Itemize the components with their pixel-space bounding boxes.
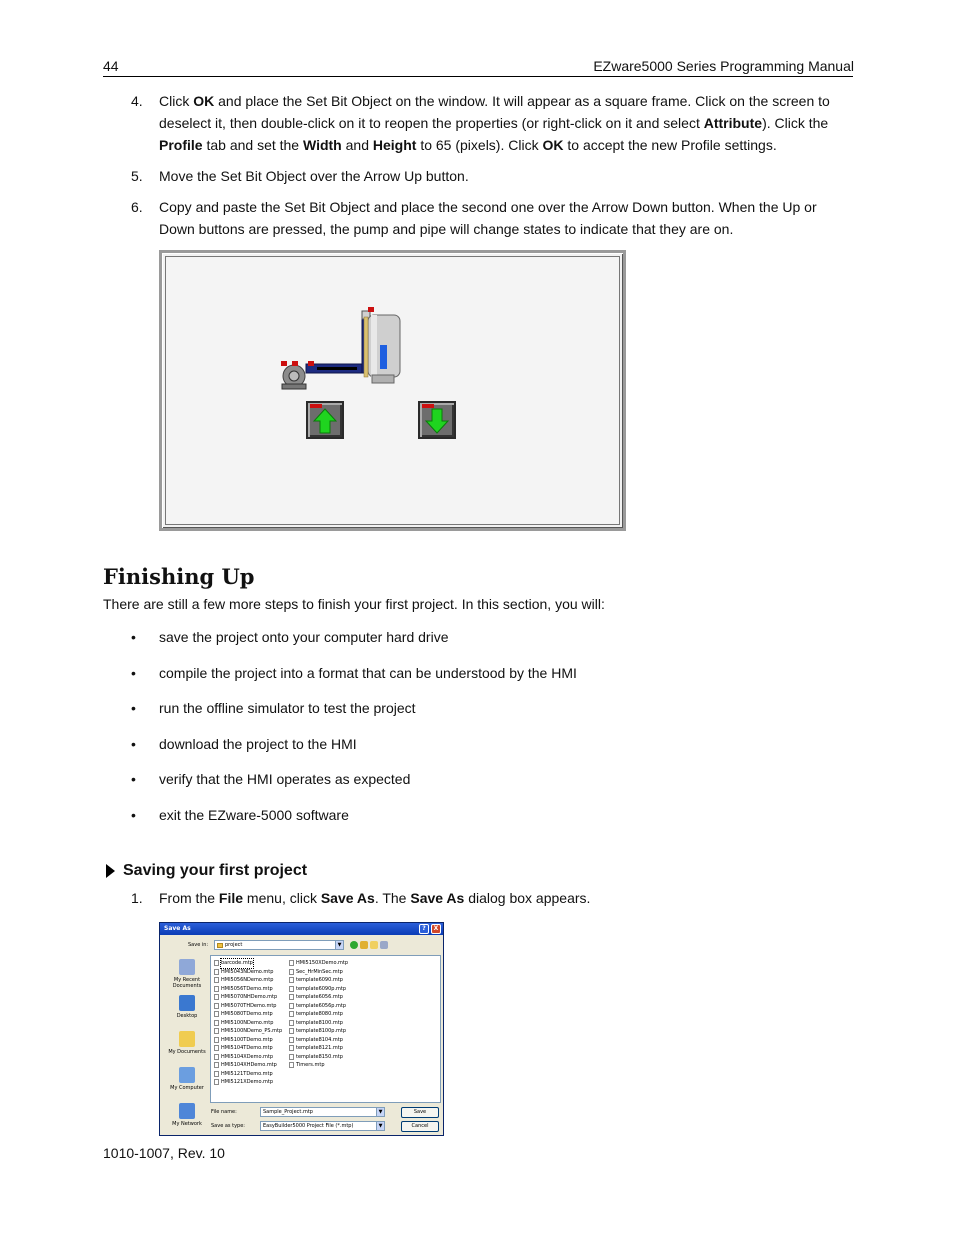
bold-term: Height	[372, 137, 417, 153]
file-name-value: Sample_Project.mtp	[263, 1109, 313, 1115]
list-item-text: run the offline simulator to test the project	[159, 700, 416, 716]
dialog-title: Save As	[164, 925, 191, 932]
my-computer-icon	[179, 1067, 195, 1083]
arrow-up-button[interactable]	[306, 401, 344, 439]
bullet-icon: •	[131, 629, 136, 645]
file-item[interactable]	[214, 1070, 282, 1079]
triangle-bullet-icon	[106, 864, 115, 878]
file-name: HMI5104XHDemo.mtp	[221, 1062, 277, 1068]
save-type-label: Save as type:	[211, 1123, 245, 1129]
file-column	[289, 959, 348, 1070]
file-icon	[214, 1045, 219, 1051]
file-icon	[214, 986, 219, 992]
file-name: template8100.mtp	[296, 1019, 343, 1026]
file-icon	[214, 960, 219, 966]
file-item[interactable]	[289, 985, 348, 994]
step-number: 6.	[131, 199, 143, 215]
file-name-label: File name:	[211, 1109, 237, 1115]
footer-revision: 1010-1007, Rev. 10	[103, 1145, 225, 1161]
save-type-select[interactable]	[260, 1121, 385, 1131]
save-as-dialog	[159, 922, 444, 1136]
file-item[interactable]	[289, 1061, 348, 1070]
chevron-down-icon[interactable]: ▼	[335, 941, 343, 949]
bullet-icon: •	[131, 735, 136, 752]
file-icon	[289, 1011, 294, 1017]
subsection-title: Saving your first project	[123, 862, 308, 879]
file-item[interactable]	[289, 993, 348, 1002]
arrow-down-button[interactable]	[418, 401, 456, 439]
save-in-label: Save in:	[188, 942, 209, 948]
bold-term: File	[218, 890, 244, 906]
procedure-steps	[103, 90, 855, 249]
step-number: 4.	[131, 93, 143, 109]
text-run: to accept the new Profile settings.	[563, 137, 777, 153]
file-item[interactable]	[289, 1044, 348, 1053]
file-item[interactable]	[214, 1027, 282, 1036]
desktop-icon	[179, 995, 195, 1011]
file-icon	[214, 977, 219, 983]
place-desktop[interactable]	[164, 995, 210, 1019]
step-text	[159, 90, 855, 156]
places-bar	[164, 955, 210, 1133]
file-item[interactable]	[289, 1027, 348, 1036]
file-icon	[214, 1011, 219, 1017]
chevron-down-icon[interactable]: ▼	[376, 1122, 384, 1130]
back-icon[interactable]	[350, 941, 358, 949]
file-name-input[interactable]	[260, 1107, 385, 1117]
page-number: 44	[103, 58, 119, 74]
file-name: template8104.mtp	[296, 1036, 343, 1043]
bold-term: OK	[542, 137, 564, 153]
bold-term: OK	[193, 93, 215, 109]
file-icon	[289, 969, 294, 975]
help-button[interactable]: ?	[419, 924, 429, 934]
file-name: template8150.mtp	[296, 1053, 343, 1060]
bullet-icon: •	[131, 806, 136, 823]
file-item[interactable]	[289, 1019, 348, 1028]
bullet-icon: •	[131, 700, 136, 716]
step-text	[159, 888, 855, 908]
file-name: barcode.mtp	[221, 960, 253, 966]
save-button[interactable]: Save	[401, 1107, 439, 1118]
file-icon	[214, 1003, 219, 1009]
recent-documents-icon	[179, 959, 195, 975]
place-recent[interactable]	[164, 959, 210, 989]
list-item	[103, 700, 803, 736]
file-icon	[289, 960, 294, 966]
file-item[interactable]	[214, 1019, 282, 1028]
step-item	[103, 90, 855, 156]
file-item[interactable]	[214, 976, 282, 985]
list-item	[103, 807, 803, 843]
file-name: template8121.mtp	[296, 1045, 343, 1051]
dialog-toolbar	[350, 940, 402, 950]
file-name: template6090.mtp	[296, 977, 343, 983]
file-icon	[289, 1003, 294, 1009]
save-in-dropdown[interactable]	[214, 940, 344, 950]
file-item[interactable]	[214, 968, 282, 977]
file-item[interactable]	[214, 1061, 282, 1070]
dialog-titlebar	[160, 923, 443, 935]
text-run: menu, click	[243, 890, 321, 906]
list-item-text: save the project onto your computer hard drive	[159, 629, 449, 645]
up-folder-icon[interactable]	[360, 941, 368, 949]
file-icon	[214, 1054, 219, 1060]
file-name: HMI5150XDemo.mtp	[296, 960, 349, 966]
bullet-icon: •	[131, 664, 136, 681]
header-rule	[103, 76, 853, 77]
save-in-value: project	[225, 942, 243, 948]
file-item[interactable]	[289, 959, 348, 968]
tank-level	[380, 345, 387, 369]
my-network-icon	[179, 1103, 195, 1119]
section-heading: Finishing Up	[103, 564, 255, 589]
file-name: HMI5043NDemo.mtp	[221, 968, 274, 975]
file-name: HMI5100NDemo.mtp	[221, 1019, 274, 1026]
text-run: and place the Set Bit Object on the window. It will appear as a square frame. Click on the screen to deselect it, then double-click on it to reopen the properties (or right-click on it and select	[159, 93, 830, 131]
file-name: HMI5104TDemo.mtp	[221, 1045, 273, 1051]
file-name: template8100p.mtp	[296, 1028, 347, 1034]
subsection-step	[103, 888, 855, 917]
file-icon	[214, 1062, 219, 1068]
folder-icon	[217, 943, 223, 948]
list-item-text: compile the project into a format that can be understood by the HMI	[159, 664, 577, 681]
file-item[interactable]	[289, 1002, 348, 1011]
file-name: HMI5121TDemo.mtp	[221, 1070, 273, 1077]
file-item[interactable]	[289, 968, 348, 977]
text-run: . The	[374, 890, 411, 906]
step-text	[159, 165, 855, 187]
cancel-button[interactable]: Cancel	[401, 1121, 439, 1132]
text-run: From the	[159, 890, 219, 906]
file-icon	[289, 986, 294, 992]
file-icon	[214, 1028, 219, 1034]
manual-title: EZware5000 Series Programming Manual	[593, 58, 854, 74]
list-item	[103, 771, 803, 807]
place-label: My Recent Documents	[172, 977, 202, 989]
bold-term: Save As	[320, 890, 375, 906]
file-icon	[289, 1054, 294, 1060]
section-intro: There are still a few more steps to finish your first project. In this section, you will:	[103, 596, 605, 612]
place-my-network[interactable]	[164, 1103, 210, 1127]
step-item	[103, 165, 855, 187]
file-name: Timers.mtp	[296, 1062, 325, 1068]
file-column	[214, 959, 282, 1087]
file-name: HMI5070NHDemo.mtp	[221, 994, 278, 1000]
pump-tank-graphic	[166, 257, 625, 530]
file-item[interactable]	[289, 1053, 348, 1062]
list-item-text: download the project to the HMI	[159, 735, 357, 752]
file-item[interactable]	[214, 959, 282, 968]
file-icon	[214, 994, 219, 1000]
arrow-down-icon	[420, 403, 454, 437]
text-run: and	[341, 137, 373, 153]
file-icon	[289, 1045, 294, 1051]
file-name: template6056.mtp	[296, 994, 343, 1000]
file-name: HMI5056TDemo.mtp	[221, 985, 273, 992]
file-item[interactable]	[214, 985, 282, 994]
arrow-up-icon	[308, 403, 342, 437]
file-name: HMI5056NDemo.mtp	[221, 977, 274, 983]
list-item	[103, 665, 803, 701]
chevron-down-icon[interactable]: ▼	[376, 1108, 384, 1116]
file-item[interactable]	[289, 976, 348, 985]
file-icon	[289, 977, 294, 983]
text-run: Click	[159, 93, 194, 109]
file-item[interactable]	[214, 1053, 282, 1062]
file-name: HMI5070THDemo.mtp	[221, 1002, 277, 1009]
place-label: My Computer	[170, 1085, 204, 1091]
file-icon	[289, 1037, 294, 1043]
place-my-computer[interactable]	[164, 1067, 210, 1091]
file-icon	[289, 994, 294, 1000]
text-run: tab and set the	[202, 137, 303, 153]
file-icon	[289, 1020, 294, 1026]
file-item[interactable]	[289, 1036, 348, 1045]
view-menu-icon[interactable]	[380, 941, 388, 949]
file-item[interactable]	[214, 993, 282, 1002]
file-icon	[214, 1037, 219, 1043]
new-folder-icon[interactable]	[370, 941, 378, 949]
list-item-text: exit the EZware-5000 software	[159, 806, 349, 823]
file-list[interactable]	[210, 955, 441, 1103]
text-run: to 65 (pixels). Click	[416, 137, 543, 153]
file-item[interactable]	[214, 1036, 282, 1045]
file-item[interactable]	[214, 1002, 282, 1011]
file-name: HMI5100NDemo_PS.mtp	[221, 1028, 283, 1034]
bold-term: Width	[302, 137, 342, 153]
text-run: Move the Set Bit Object over the Arrow Up button.	[159, 168, 469, 184]
step-text	[159, 196, 855, 240]
bold-term: Save As	[410, 890, 465, 906]
hmi-window-screenshot	[159, 250, 626, 531]
step-item	[103, 196, 855, 240]
file-name: template8080.mtp	[296, 1011, 343, 1017]
place-my-documents[interactable]	[164, 1031, 210, 1055]
list-item-text: verify that the HMI operates as expected	[159, 771, 411, 787]
bold-term: Attribute	[703, 115, 763, 131]
text-run: ). Click the	[762, 115, 829, 131]
close-button[interactable]: X	[431, 924, 441, 934]
file-name: HMI5100TDemo.mtp	[221, 1036, 273, 1043]
bold-term: Profile	[159, 137, 203, 153]
place-label: Desktop	[176, 1013, 198, 1019]
text-run: dialog box appears.	[464, 890, 591, 906]
file-icon	[214, 969, 219, 975]
file-item[interactable]	[214, 1044, 282, 1053]
file-name: HMI5104XDemo.mtp	[221, 1053, 274, 1060]
file-name: Sec_HrMinSec.mtp	[296, 968, 343, 975]
file-item[interactable]	[214, 1010, 282, 1019]
step-item	[103, 888, 855, 908]
file-item[interactable]	[214, 1078, 282, 1087]
file-icon	[214, 1071, 219, 1077]
list-item	[103, 736, 803, 772]
place-label: My Network	[172, 1121, 202, 1127]
file-icon	[214, 1079, 219, 1085]
file-name: template6090p.mtp	[296, 985, 347, 992]
step-number: 5.	[131, 168, 143, 184]
file-name: HMI5121XDemo.mtp	[221, 1079, 274, 1085]
place-label: My Documents	[168, 1049, 206, 1055]
hmi-canvas	[165, 256, 620, 525]
file-icon	[289, 1062, 294, 1068]
file-name: template6056p.mtp	[296, 1002, 347, 1009]
step-number: 1.	[131, 890, 143, 906]
bullet-list	[103, 629, 803, 842]
file-item[interactable]	[289, 1010, 348, 1019]
text-run: Copy and paste the Set Bit Object and place the second one over the Arrow Down button. When the Up or Down buttons are pressed, the pump and pipe will change states to indicate that they are on.	[159, 199, 817, 237]
list-item	[103, 629, 803, 665]
file-icon	[289, 1028, 294, 1034]
file-name: HMI5080TDemo.mtp	[221, 1011, 273, 1017]
my-documents-icon	[179, 1031, 195, 1047]
bullet-icon: •	[131, 771, 136, 787]
save-type-value: EasyBuilder5000 Project File (*.mtp)	[263, 1123, 354, 1129]
file-icon	[214, 1020, 219, 1026]
subsection-heading	[106, 862, 307, 880]
